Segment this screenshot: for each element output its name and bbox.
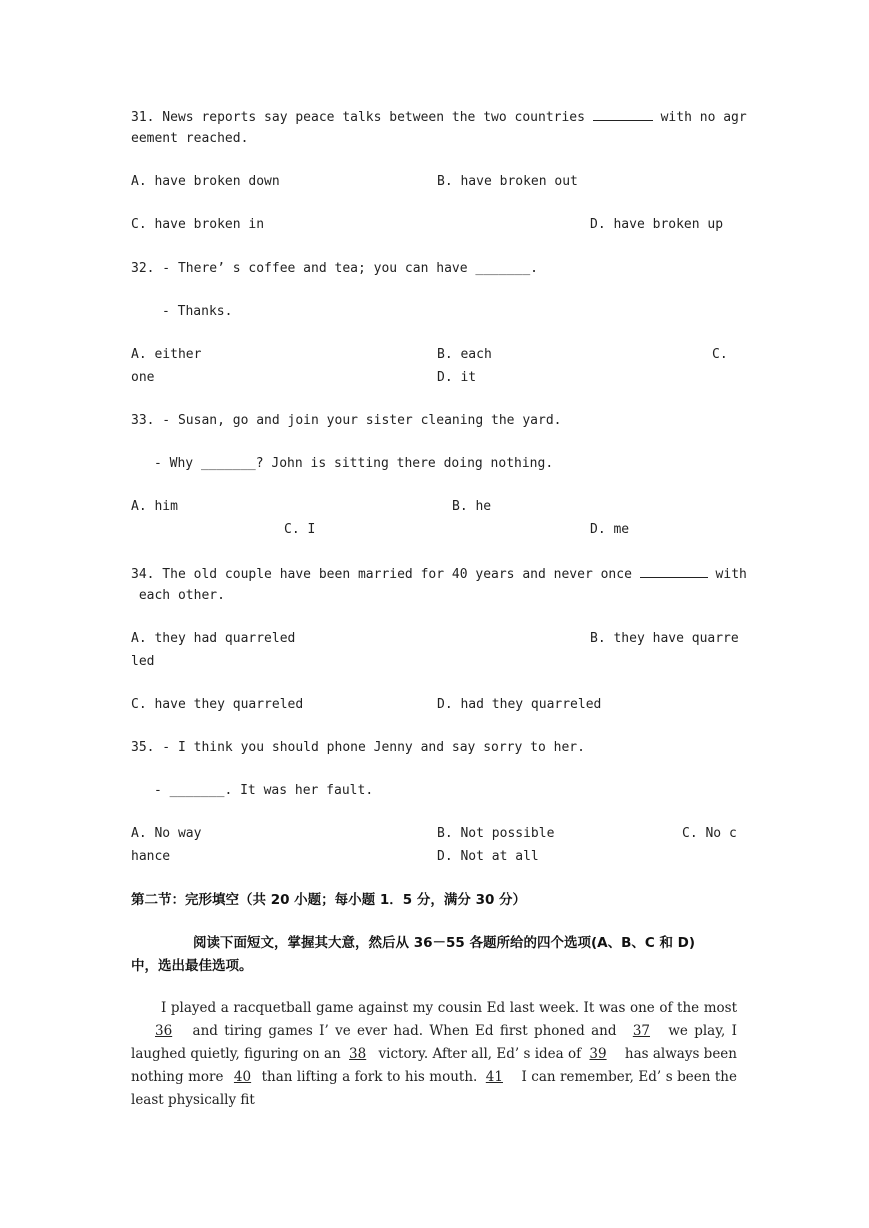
q35-option-b: B. Not possible [437, 826, 555, 841]
blank-37: 37 [632, 1023, 650, 1039]
q32-option-b: B. each [437, 347, 492, 362]
q33-option-a: A. him [131, 499, 178, 514]
q34-option-b-wrap: led [131, 654, 155, 669]
passage-text-7: I can remember, Ed’ s been the least physically fit [131, 1069, 737, 1108]
q33-option-b: B. he [452, 499, 492, 514]
q32-option-c-text: one [131, 370, 155, 385]
q34-option-c: C. have they quarreled [131, 697, 304, 712]
section-2-instruction-line-2: 中，选出最佳选项。 [131, 958, 253, 974]
passage-text-3: we play, I laughed quietly, figuring on an [131, 1023, 737, 1062]
q32-option-a: A. either [131, 347, 202, 362]
q32-option-d: D. it [437, 370, 477, 385]
blank-40: 40 [233, 1069, 252, 1085]
q33-option-d: D. me [590, 522, 630, 537]
q35-option-a: A. No way [131, 826, 202, 841]
q31-stem-wrap: eement reached. [131, 131, 249, 146]
q31-stem-before: 31. News reports say peace talks between the two countries [131, 110, 593, 125]
blank-38: 38 [349, 1046, 367, 1062]
q35-option-c: C. No c [682, 826, 737, 841]
q34-option-a: A. they had quarreled [131, 631, 296, 646]
passage-text-4: victory. After all, Ed’ s idea of [374, 1046, 586, 1062]
q31-blank [593, 108, 653, 121]
q35-reply: - _______. It was her fault. [154, 783, 374, 798]
question-32-stem: 32. - There’ s coffee and tea; you can have _______. [131, 261, 538, 276]
section-2-instruction-line-1: 阅读下面短文，掌握其大意，然后从 36－55 各题所给的四个选项(A、B、C 和 D) [193, 935, 696, 951]
blank-41: 41 [485, 1069, 503, 1085]
passage-text-2: and tiring games I’ ve ever had. When Ed first phoned and [186, 1023, 623, 1039]
question-33-stem: 33. - Susan, go and join your sister cleaning the yard. [131, 413, 562, 428]
q34-stem-wrap: each other. [131, 588, 225, 603]
blank-39: 39 [589, 1046, 607, 1062]
q35-option-d: D. Not at all [437, 849, 539, 864]
q33-reply: - Why _______? John is sitting there doing nothing. [154, 456, 554, 471]
passage-text-1: I played a racquetball game against my cousin Ed last week. It was one of the most [161, 1000, 737, 1016]
cloze-passage [131, 997, 737, 1112]
q31-stem-after: with no agr [652, 110, 747, 125]
q34-blank [640, 565, 708, 578]
q31-option-d: D. have broken up [590, 217, 724, 232]
q34-option-d: D. had they quarreled [437, 697, 602, 712]
q35-option-c-wrap: hance [131, 849, 171, 864]
q34-stem-before: 34. The old couple have been married for 40 years and never once [131, 567, 640, 582]
section-2-title: 第二节：完形填空（共 20 小题；每小题 1．5 分，满分 30 分） [131, 892, 527, 908]
blank-36: 36 [155, 1023, 173, 1039]
q32-reply: - Thanks. [162, 304, 233, 319]
q31-option-c: C. have broken in [131, 217, 265, 232]
q34-option-b: B. they have quarre [590, 631, 739, 646]
q34-stem-after: with [707, 567, 747, 582]
question-35-stem: 35. - I think you should phone Jenny and say sorry to her. [131, 740, 585, 755]
passage-text-5: has always been nothing more [131, 1046, 737, 1085]
q31-option-a: A. have broken down [131, 174, 280, 189]
question-34-stem [131, 565, 747, 583]
passage-text-6: than lifting a fork to his mouth. [257, 1069, 482, 1085]
q33-option-c: C. I [284, 522, 316, 537]
question-31-stem [131, 108, 747, 126]
q31-option-b: B. have broken out [437, 174, 578, 189]
q32-option-c-label: C. [712, 347, 728, 362]
